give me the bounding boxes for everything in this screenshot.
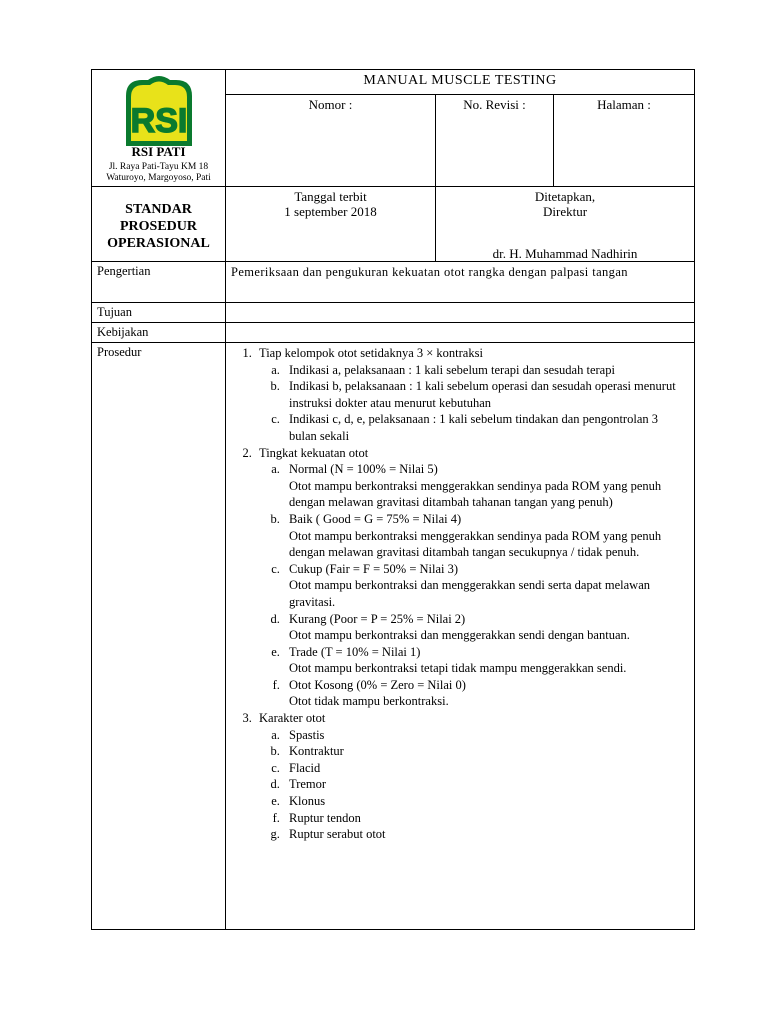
halaman-label: Halaman :: [554, 94, 695, 186]
ditetapkan-label: Ditetapkan,: [534, 189, 596, 204]
step-2-sublist: [259, 461, 688, 710]
tujuan-value: [226, 303, 695, 323]
list-item: g. Ruptur serabut otot: [283, 826, 688, 843]
org-address: [92, 162, 225, 184]
list-item: f. Ruptur tendon: [283, 810, 688, 827]
sop-document: [91, 69, 694, 932]
tanggal-terbit-cell: [226, 187, 436, 262]
revisi-label: No. Revisi :: [436, 94, 554, 186]
step-1-title: Tiap kelompok otot setidaknya 3 × kontraksi: [259, 346, 483, 360]
list-item: c. Indikasi c, d, e, pelaksanaan : 1 kali sebelum tindakan dan pengontrolan 3 bulan sekali: [283, 411, 688, 444]
list-item: d. Tremor: [283, 776, 688, 793]
address-line-1: Jl. Raya Pati-Tayu KM 18: [108, 162, 209, 172]
prosedur-label: Prosedur: [92, 343, 226, 930]
step-3-title: Karakter otot: [259, 711, 326, 726]
list-item: a. Indikasi a, pelaksanaan : 1 kali sebelum terapi dan sesudah terapi: [283, 362, 688, 379]
grade-desc: Otot mampu berkontraksi menggerakkan sendinya pada ROM yang penuh dengan melawan gravitasi ditambah tahanan tangan yang penuh): [289, 478, 662, 510]
sop-title-line-1: STANDAR: [125, 202, 192, 217]
list-item: b. Kontraktur: [283, 743, 688, 760]
doc-title: MANUAL MUSCLE TESTING: [226, 70, 695, 95]
prosedur-step-1: [255, 345, 688, 445]
logo-text: RSI: [130, 102, 188, 140]
tujuan-label: Tujuan: [92, 303, 226, 323]
list-item: [283, 511, 688, 561]
list-item: [283, 611, 688, 644]
kebijakan-label: Kebijakan: [92, 323, 226, 343]
grade-desc: Otot mampu berkontraksi dan menggerakkan sendi serta dapat melawan gravitasi.: [289, 578, 650, 609]
rsi-logo: [120, 74, 198, 152]
grade-title: Trade (T = 10% = Nilai 1): [289, 644, 421, 659]
prosedur-list: [231, 345, 688, 843]
pengertian-label: Pengertian: [92, 262, 226, 303]
ditetapkan-cell: [436, 187, 695, 262]
prosedur-value: [226, 343, 695, 930]
sop-table: [91, 69, 695, 930]
grade-title: Cukup (Fair = F = 50% = Nilai 3): [289, 561, 459, 576]
step-1-sublist: [259, 362, 688, 445]
grade-title: Normal (N = 100% = Nilai 5): [289, 462, 438, 477]
sop-title-line-2: PROSEDUR: [119, 219, 197, 234]
grade-title: Kurang (Poor = P = 25% = Nilai 2): [289, 611, 466, 626]
grade-desc: Otot mampu berkontraksi menggerakkan sendinya pada ROM yang penuh dengan melawan gravitasi ditambah tangan secukupnya / tidak penuh.: [289, 528, 662, 560]
direktur-label: Direktur: [542, 204, 588, 219]
director-name: dr. H. Muhammad Nadhirin: [492, 246, 638, 261]
nomor-label: Nomor :: [226, 94, 436, 186]
address-line-2: Waturoyo, Margoyoso, Pati: [106, 173, 211, 183]
list-item: b. Indikasi b, pelaksanaan : 1 kali sebelum operasi dan sesudah operasi menurut instruksi dokter atau menurut kebutuhan: [283, 378, 688, 411]
tanggal-label: Tanggal terbit: [294, 189, 367, 204]
list-item: [283, 461, 688, 511]
list-item: [283, 677, 688, 710]
tanggal-value: 1 september 2018: [284, 204, 377, 219]
grade-desc: Otot mampu berkontraksi dan menggerakkan sendi dengan bantuan.: [289, 628, 630, 643]
sop-title: [92, 187, 226, 262]
grade-title: Otot Kosong (0% = Zero = Nilai 0): [289, 677, 466, 692]
list-item: e. Klonus: [283, 793, 688, 810]
kebijakan-value: [226, 323, 695, 343]
step-3-sublist: [259, 727, 688, 843]
org-name: RSI PATI: [131, 144, 186, 159]
prosedur-step-2: [255, 445, 688, 711]
logo-cell: [92, 70, 226, 187]
pengertian-value: Pemeriksaan dan pengukuran kekuatan otot rangka dengan palpasi tangan: [226, 262, 695, 303]
grade-title: Baik ( Good = G = 75% = Nilai 4): [289, 511, 462, 526]
sop-title-line-3: OPERASIONAL: [107, 236, 210, 251]
list-item: c. Flacid: [283, 760, 688, 777]
grade-desc: Otot mampu berkontraksi tetapi tidak mampu menggerakkan sendi.: [289, 661, 627, 676]
list-item: [283, 561, 688, 611]
prosedur-step-3: [255, 710, 688, 843]
step-2-title: Tingkat kekuatan otot: [259, 445, 369, 460]
grade-desc: Otot tidak mampu berkontraksi.: [289, 694, 449, 709]
list-item: a. Spastis: [283, 727, 688, 744]
list-item: [283, 644, 688, 677]
